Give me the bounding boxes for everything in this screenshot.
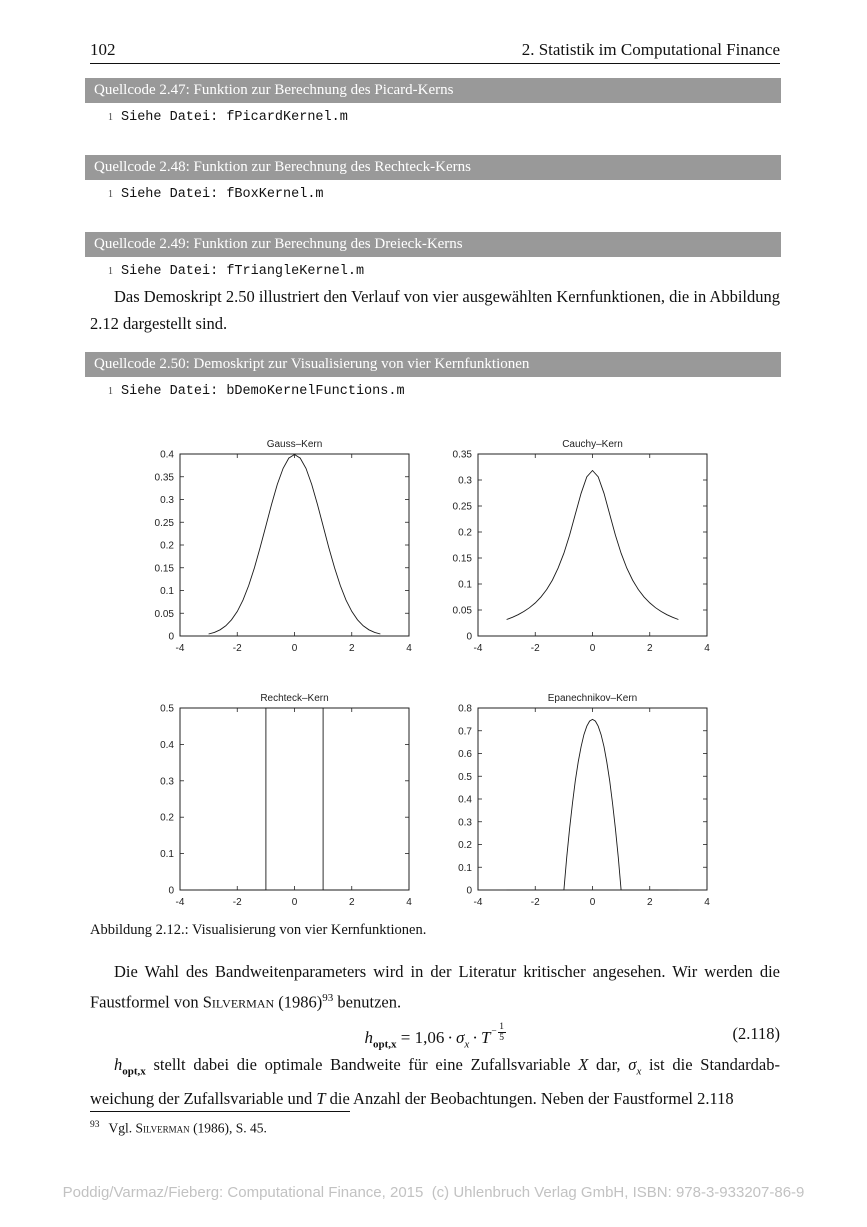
y-tick-label: 0.4 (160, 739, 174, 751)
code-text: Siehe Datei: bDemoKernelFunctions.m (121, 384, 405, 399)
x-tick-label: 4 (704, 643, 710, 654)
paragraph-intro: Das Demoskript 2.50 illustriert den Verlauf von vier ausgewählten Kernfunktionen, die in Abbildung 2.12 dargestellt sind. (90, 287, 780, 333)
y-tick-label: 0.35 (154, 472, 174, 484)
y-tick-label: 0.2 (458, 527, 472, 539)
plot-rechteck-kern (135, 688, 437, 923)
y-tick-label: 0 (168, 631, 174, 643)
text-run: Die Wahl des Bandweitenparameters wird in der Literatur kritischer angesehen. Wir werden die Faustformel von (90, 962, 780, 1012)
header-rule (90, 63, 780, 64)
code-line-number: 1 (108, 386, 113, 397)
x-tick-label: -2 (530, 643, 540, 654)
chapter-title: 2. Statistik im Computational Finance (521, 40, 780, 59)
listing-title: Quellcode 2.49: Funktion zur Berechnung des Dreieck-Kerns (94, 236, 463, 252)
footnote-author-smallcaps: Silverman (135, 1120, 190, 1136)
kernel-curve (507, 471, 679, 620)
x-tick-label: -2 (232, 897, 242, 908)
x-tick-label: 0 (589, 897, 596, 908)
listing-bar-2-48 (85, 155, 781, 180)
y-tick-label: 0.3 (458, 475, 472, 487)
paragraph-after-formula (90, 1051, 780, 1112)
y-tick-label: 0 (168, 885, 174, 897)
plot-gauss-kern (135, 434, 437, 669)
subplot-canvas (135, 688, 437, 923)
equation-h-subscript: opt,x (372, 1038, 397, 1051)
var-sigma: σ (628, 1055, 637, 1074)
y-tick-label: 0.7 (458, 726, 472, 738)
y-tick-label: 0.1 (458, 862, 472, 874)
text-run: die Anzahl der Beobachtungen. Neben der Faustformel 2.118 (325, 1089, 734, 1109)
y-tick-label: 0.15 (154, 563, 174, 575)
code-text: Siehe Datei: fBoxKernel.m (121, 187, 324, 202)
kernel-curve (209, 708, 381, 890)
subplot-canvas (433, 688, 735, 923)
y-tick-label: 0.4 (458, 794, 472, 806)
x-tick-label: -4 (175, 897, 185, 908)
x-tick-label: 4 (704, 897, 710, 908)
code-line-number: 1 (108, 266, 113, 277)
footnote-reference: 93 (322, 992, 334, 1004)
multiplication-dot: · (447, 1028, 453, 1048)
x-tick-label: 2 (348, 643, 355, 654)
equation-sigma-subscript: x (464, 1038, 470, 1051)
subplot-canvas (433, 434, 735, 669)
x-tick-label: 2 (348, 897, 355, 908)
x-tick-label: -4 (175, 643, 185, 654)
listing-code-2-49 (103, 264, 364, 279)
plot-title: Epanechnikov–Kern (547, 693, 638, 704)
y-tick-label: 0.25 (452, 501, 472, 513)
y-tick-label: 0.25 (154, 517, 174, 529)
y-tick-label: 0.05 (154, 608, 174, 620)
y-tick-label: 0 (466, 631, 472, 643)
x-tick-label: 2 (646, 643, 653, 654)
y-tick-label: 0 (466, 885, 472, 897)
plot-cauchy-kern (433, 434, 735, 669)
code-line-number: 1 (108, 189, 113, 200)
y-tick-label: 0.35 (452, 449, 472, 461)
listing-bar-2-47 (85, 78, 781, 103)
footer-credit: Poddig/Varmaz/Fieberg: Computational Finance, 2015 (c) Uhlenbruch Verlag GmbH, ISBN: 978-3-933207-86-9 (62, 1184, 805, 1201)
y-tick-label: 0.3 (160, 776, 174, 788)
subplot-canvas (135, 434, 437, 669)
code-text: Siehe Datei: fPicardKernel.m (121, 110, 348, 125)
footnote (90, 1120, 780, 1137)
x-tick-label: 0 (291, 643, 298, 654)
y-tick-label: 0.1 (458, 579, 472, 591)
y-tick-label: 0.6 (458, 749, 472, 760)
x-tick-label: 2 (646, 897, 653, 908)
listing-bar-2-49 (85, 232, 781, 257)
y-tick-label: 0.2 (160, 540, 174, 552)
var-sigma-subscript: x (636, 1065, 642, 1078)
plot-title: Rechteck–Kern (260, 693, 329, 704)
x-tick-label: -4 (473, 643, 483, 654)
figure-caption: Abbildung 2.12.: Visualisierung von vier Kernfunktionen. (90, 922, 427, 938)
y-tick-label: 0.2 (458, 840, 472, 851)
multiplication-dot: · (472, 1028, 478, 1048)
listing-title: Quellcode 2.48: Funktion zur Berechnung des Rechteck-Kerns (94, 159, 471, 175)
listing-title: Quellcode 2.50: Demoskript zur Visualisierung von vier Kernfunktionen (94, 356, 530, 372)
y-tick-label: 0.1 (160, 586, 174, 597)
y-tick-label: 0.05 (452, 605, 472, 617)
equation-exponent (491, 1022, 505, 1044)
equation-sigma: σ (456, 1028, 465, 1048)
y-tick-label: 0.3 (160, 495, 174, 506)
code-line-number: 1 (108, 112, 113, 123)
y-tick-label: 0.2 (160, 812, 174, 824)
exponent-fraction (498, 1022, 506, 1044)
fraction-denominator: 5 (499, 1033, 505, 1044)
y-tick-label: 0.3 (458, 817, 472, 829)
var-T: T (316, 1089, 326, 1109)
y-tick-label: 0.8 (458, 703, 472, 715)
code-text: Siehe Datei: fTriangleKernel.m (121, 264, 365, 279)
x-tick-label: -2 (232, 643, 242, 654)
listing-code-2-48 (103, 187, 324, 202)
footnote-text: (1986), S. 45. (189, 1120, 267, 1136)
equation-number: (2.118) (732, 1024, 780, 1043)
listing-code-2-50 (103, 384, 405, 399)
var-h: h (114, 1055, 123, 1074)
text-run: (1986) (274, 992, 323, 1012)
listing-bar-2-50 (85, 352, 781, 377)
author-smallcaps: Silverman (202, 992, 275, 1012)
text-run: stellt dabei die optimale Bandweite für eine Zufallsvariable (145, 1055, 579, 1074)
fraction-numerator: 1 (499, 1022, 505, 1032)
footnote-text: Vgl. (108, 1120, 136, 1136)
equation-h: h (364, 1028, 373, 1048)
kernel-curve (209, 455, 381, 635)
footnote-rule (90, 1111, 350, 1112)
x-tick-label: -4 (473, 897, 483, 908)
plot-title: Cauchy–Kern (562, 439, 623, 450)
kernel-curve (507, 719, 679, 890)
text-run: ist die Standardabweichung der Zufallsvariable und (90, 1055, 780, 1109)
x-tick-label: 0 (589, 643, 596, 654)
y-tick-label: 0.5 (160, 703, 174, 715)
paragraph-bandwidth (90, 958, 780, 1016)
exponent-minus: − (491, 1027, 497, 1038)
plot-title: Gauss–Kern (266, 439, 323, 450)
y-tick-label: 0.5 (458, 771, 472, 783)
listing-title: Quellcode 2.47: Funktion zur Berechnung des Picard-Kerns (94, 82, 454, 98)
x-tick-label: 4 (406, 897, 412, 908)
y-tick-label: 0.4 (160, 449, 174, 461)
footnote-marker: 93 (90, 1120, 100, 1130)
equation-T: T (480, 1028, 491, 1048)
text-run: benutzen. (333, 992, 402, 1012)
x-tick-label: 4 (406, 643, 412, 654)
var-h-subscript: opt,x (122, 1065, 146, 1078)
y-tick-label: 0.15 (452, 553, 472, 565)
x-tick-label: -2 (530, 897, 540, 908)
text-run: dar, (588, 1055, 629, 1074)
var-X: X (578, 1055, 589, 1074)
equation-relation: = (400, 1028, 411, 1048)
plot-epanechnikov-kern (433, 688, 735, 923)
x-tick-label: 0 (291, 897, 298, 908)
listing-code-2-47 (103, 110, 348, 125)
y-tick-label: 0.1 (160, 849, 174, 861)
equation-2-118 (90, 1022, 780, 1051)
page-number: 102 (90, 40, 116, 59)
equation-coefficient: 1,06 (414, 1028, 445, 1048)
